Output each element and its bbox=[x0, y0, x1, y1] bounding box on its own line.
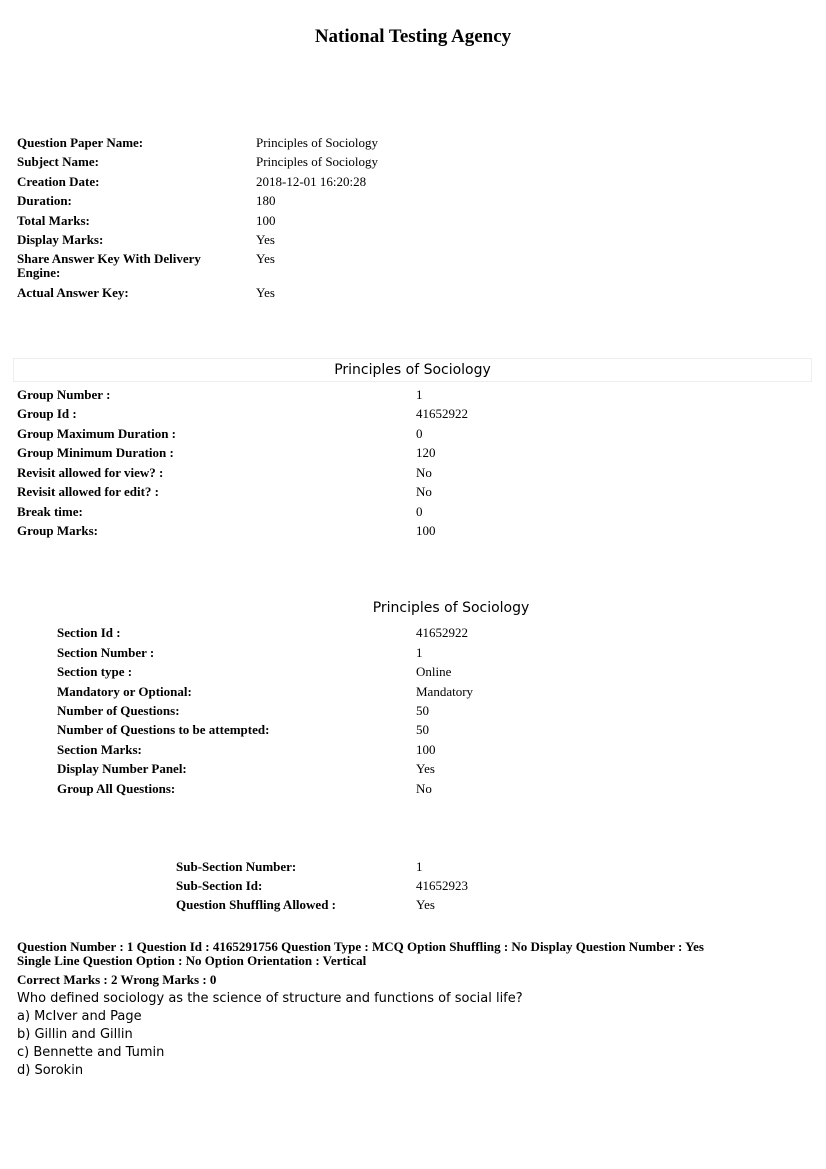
field-value: Yes bbox=[256, 232, 275, 247]
field-label: Group Marks: bbox=[17, 523, 99, 538]
question-text: Who defined sociology as the science of structure and functions of social life? bbox=[17, 991, 523, 1006]
paper-info-row bbox=[17, 136, 417, 150]
group-row bbox=[17, 427, 517, 441]
field-value: Yes bbox=[416, 897, 435, 912]
field-value: 41652922 bbox=[416, 625, 468, 640]
field-value: 100 bbox=[416, 523, 436, 538]
field-value: No bbox=[416, 781, 432, 796]
field-label: Revisit allowed for view? : bbox=[17, 465, 164, 480]
field-value: 50 bbox=[416, 703, 429, 718]
field-value: 100 bbox=[256, 213, 276, 228]
field-value: Yes bbox=[256, 251, 275, 266]
question-meta-line: Single Line Question Option : No Option Orientation : Vertical bbox=[17, 953, 367, 968]
field-value: Online bbox=[416, 664, 452, 679]
field-label: Actual Answer Key: bbox=[17, 285, 129, 300]
field-label: Sub-Section Number: bbox=[176, 859, 297, 874]
question-marks-line: Correct Marks : 2 Wrong Marks : 0 bbox=[17, 972, 217, 987]
paper-info-row bbox=[17, 155, 417, 169]
section-heading: Principles of Sociology bbox=[372, 600, 530, 616]
group-row bbox=[17, 446, 517, 460]
paper-info-row bbox=[17, 286, 417, 300]
group-row bbox=[17, 466, 517, 480]
group-row bbox=[17, 524, 517, 538]
field-label: Number of Questions: bbox=[57, 703, 180, 718]
field-label: Group Id : bbox=[17, 406, 77, 421]
field-label: Revisit allowed for edit? : bbox=[17, 484, 160, 499]
field-label: Question Shuffling Allowed : bbox=[176, 897, 337, 912]
paper-info-row bbox=[17, 175, 417, 189]
field-value: Yes bbox=[256, 285, 275, 300]
subsection-row bbox=[176, 879, 526, 893]
option-item: a) McIver and Page bbox=[17, 1009, 142, 1024]
field-label: Section Number : bbox=[57, 645, 155, 660]
group-row bbox=[17, 407, 517, 421]
section-row bbox=[57, 762, 527, 776]
field-label: Sub-Section Id: bbox=[176, 878, 263, 893]
option-item: c) Bennette and Tumin bbox=[17, 1045, 165, 1060]
group-row bbox=[17, 505, 517, 519]
field-label: Section type : bbox=[57, 664, 133, 679]
field-value: 0 bbox=[416, 426, 423, 441]
group-row bbox=[17, 485, 517, 499]
field-value: Mandatory bbox=[416, 684, 474, 699]
group-row bbox=[17, 388, 517, 402]
field-label: Share Answer Key With Delivery Engine: bbox=[17, 251, 201, 280]
field-value: 2018-12-01 16:20:28 bbox=[256, 174, 367, 189]
paper-info-row bbox=[17, 252, 417, 280]
field-label: Creation Date: bbox=[17, 174, 100, 189]
field-value: 1 bbox=[416, 859, 423, 874]
field-value: 1 bbox=[416, 387, 423, 402]
field-label: Duration: bbox=[17, 193, 72, 208]
section-row bbox=[57, 665, 527, 679]
field-value: Yes bbox=[416, 761, 435, 776]
field-label: Subject Name: bbox=[17, 154, 99, 169]
field-label: Group Maximum Duration : bbox=[17, 426, 177, 441]
field-value: 41652922 bbox=[416, 406, 468, 421]
field-label: Display Marks: bbox=[17, 232, 104, 247]
field-value: 0 bbox=[416, 504, 423, 519]
page-title: National Testing Agency bbox=[314, 26, 512, 47]
field-value: 1 bbox=[416, 645, 423, 660]
subsection-row bbox=[176, 860, 526, 874]
field-value: 100 bbox=[416, 742, 436, 757]
field-value: Principles of Sociology bbox=[256, 154, 379, 169]
section-row bbox=[57, 723, 527, 737]
field-label: Total Marks: bbox=[17, 213, 90, 228]
field-label: Group Number : bbox=[17, 387, 111, 402]
paper-info-row bbox=[17, 214, 417, 228]
subsection-row bbox=[176, 898, 526, 912]
paper-info-row bbox=[17, 233, 417, 247]
option-item: d) Sorokin bbox=[17, 1063, 84, 1078]
section-row bbox=[57, 782, 527, 796]
field-label: Group Minimum Duration : bbox=[17, 445, 174, 460]
field-value: No bbox=[416, 484, 432, 499]
field-label: Break time: bbox=[17, 504, 83, 519]
field-label: Display Number Panel: bbox=[57, 761, 187, 776]
field-value: 41652923 bbox=[416, 878, 468, 893]
field-value: No bbox=[416, 465, 432, 480]
question-meta-line: Question Number : 1 Question Id : 4165291756 Question Type : MCQ Option Shuffling : No Display Question Number : Yes bbox=[17, 939, 704, 954]
field-label: Section Id : bbox=[57, 625, 121, 640]
section-row bbox=[57, 626, 527, 640]
field-value: Principles of Sociology bbox=[256, 135, 379, 150]
paper-info-row bbox=[17, 194, 417, 208]
field-label: Section Marks: bbox=[57, 742, 142, 757]
field-value: 180 bbox=[256, 193, 276, 208]
field-label: Group All Questions: bbox=[57, 781, 176, 796]
section-row bbox=[57, 743, 527, 757]
field-value: 50 bbox=[416, 722, 429, 737]
field-label: Mandatory or Optional: bbox=[57, 684, 192, 699]
option-item: b) Gillin and Gillin bbox=[17, 1027, 133, 1042]
group-heading: Principles of Sociology bbox=[334, 362, 491, 378]
field-label: Question Paper Name: bbox=[17, 135, 144, 150]
field-value: 120 bbox=[416, 445, 436, 460]
section-row bbox=[57, 685, 527, 699]
section-row bbox=[57, 646, 527, 660]
field-label: Number of Questions to be attempted: bbox=[57, 722, 270, 737]
section-row bbox=[57, 704, 527, 718]
